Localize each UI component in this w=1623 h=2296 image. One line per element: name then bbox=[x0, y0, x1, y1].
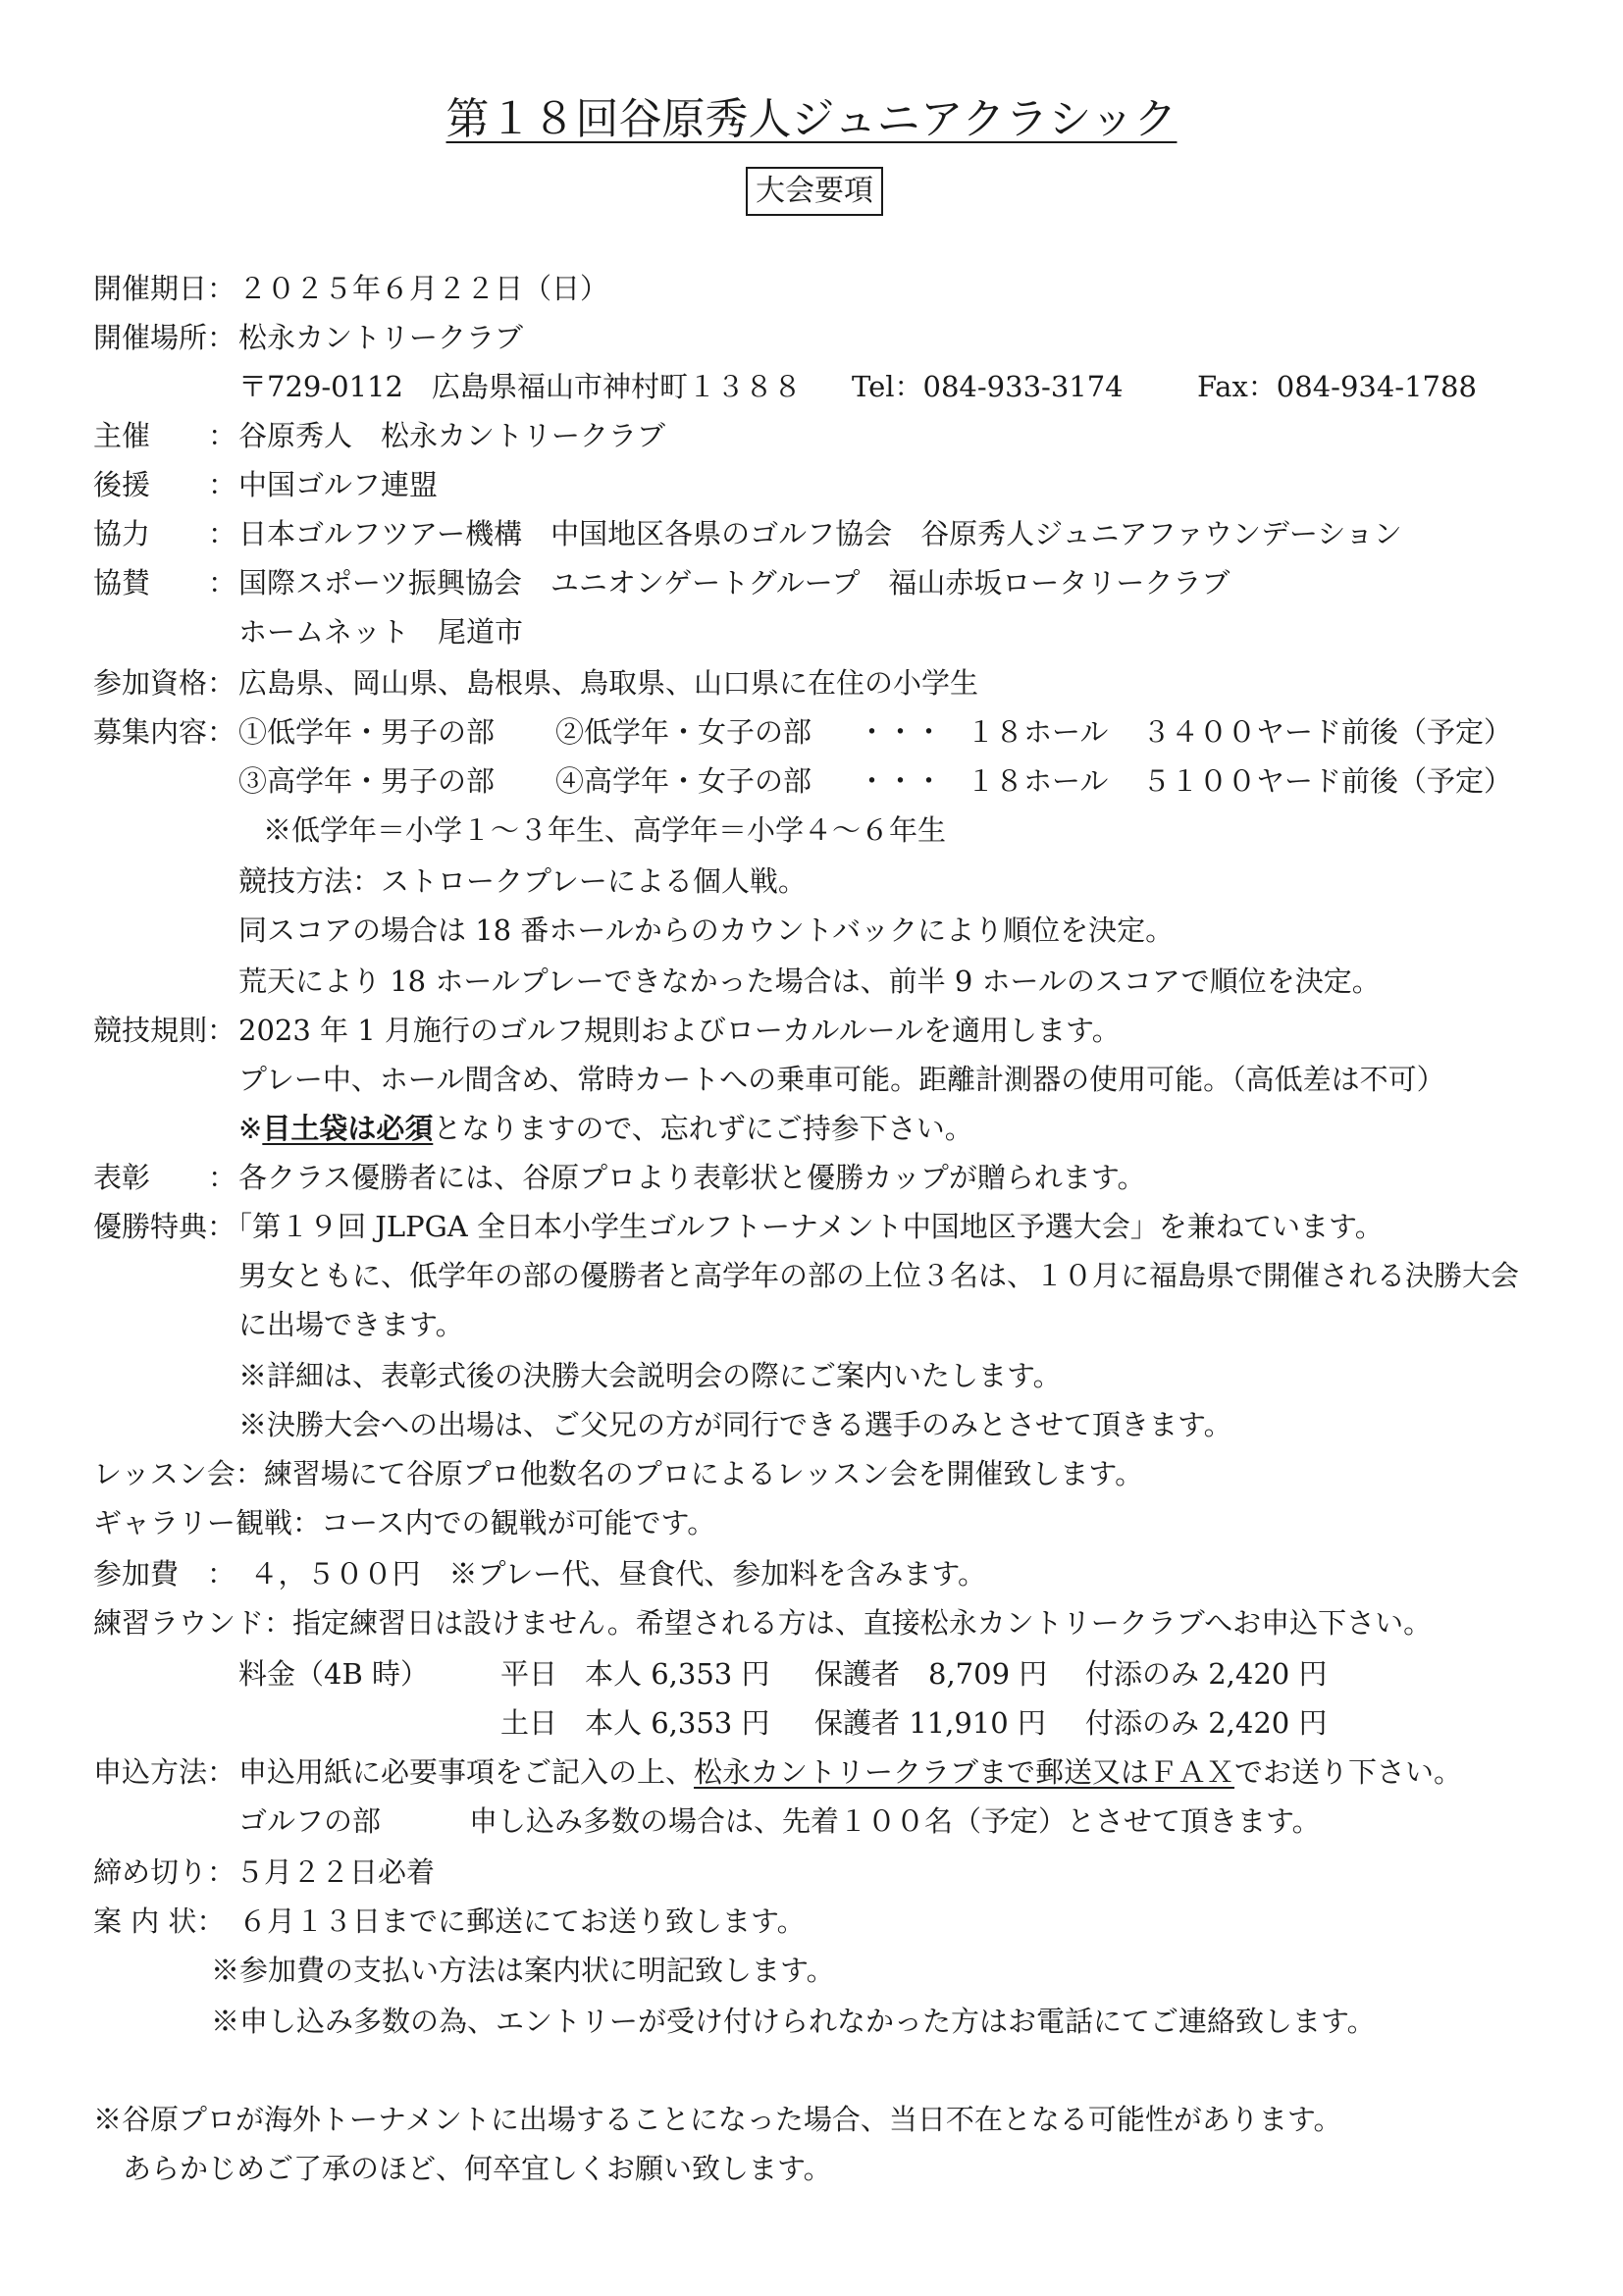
category-row1-dots: ・・・ bbox=[858, 715, 944, 749]
golf-section-value: 申し込み多数の場合は、先着１００名（予定）とさせて頂きます。 bbox=[469, 1804, 1321, 1838]
benefits-line1: 「第１９回 JLPGA 全日本小学生ゴルフトーナメント中国地区予選大会」を兼ねています。 bbox=[224, 1210, 1384, 1243]
category-2: ②低学年・女子の部 bbox=[555, 715, 812, 749]
benefits-line2: 男女ともに、低学年の部の優勝者と高学年の部の上位３名は、１０月に福島県で開催される決勝大会 bbox=[238, 1259, 1520, 1292]
category-row2-yards: ５１００ヤード前後（予定） bbox=[1142, 764, 1513, 798]
support-colon: ： bbox=[208, 468, 237, 501]
benefits-label: 優勝特典： bbox=[93, 1210, 236, 1243]
venue-address: 〒729-0112 広島県福山市神村町１３８８ bbox=[238, 370, 802, 403]
application-post: でお送り下さい。 bbox=[1234, 1755, 1463, 1789]
cooperation-colon: ： bbox=[208, 517, 237, 550]
weekday-self: 本人 6,353 円 bbox=[585, 1657, 770, 1691]
weekend-attendant: 付添のみ 2,420 円 bbox=[1085, 1706, 1328, 1740]
tie-rule: 同スコアの場合は 18 番ホールからのカウントバックにより順位を決定。 bbox=[238, 913, 1175, 947]
invitation-note1: ※参加費の支払い方法は案内状に明記致します。 bbox=[211, 1954, 835, 1987]
support-label: 後援 bbox=[93, 468, 151, 501]
date-value: ２０２５年６月２２日（日） bbox=[238, 272, 609, 305]
awards-value: 各クラス優勝者には、谷原プロより表彰状と優勝カップが贈られます。 bbox=[238, 1161, 1146, 1194]
rules-label: 競技規則： bbox=[93, 1014, 236, 1047]
weekend-label: 土日 bbox=[500, 1706, 558, 1740]
category-row2-holes: １８ホール bbox=[967, 764, 1109, 798]
benefits-line3: に出場できます。 bbox=[238, 1308, 464, 1341]
sponsors-label: 協賛 bbox=[93, 566, 151, 600]
weekend-guardian: 保護者 11,910 円 bbox=[814, 1706, 1046, 1740]
gallery-info: ギャラリー観戦：コース内での観戦が可能です。 bbox=[93, 1506, 716, 1539]
title-text: 第１８回谷原秀人ジュニアクラシック bbox=[445, 94, 1178, 144]
practice-fee-label: 料金（4B 時） bbox=[238, 1657, 429, 1691]
invitation-note2: ※申し込み多数の為、エントリーが受け付けられなかった方はお電話にてご連絡致します。 bbox=[211, 2005, 1376, 2038]
weekend-self: 本人 6,353 円 bbox=[585, 1706, 770, 1740]
weather-rule: 荒天により 18 ホールプレーできなかった場合は、前半 9 ホールのスコアで順位を決定。 bbox=[238, 965, 1381, 998]
footer-line2: あらかじめご了承のほど、何卒宜しくお願い致します。 bbox=[123, 2152, 832, 2185]
weekday-attendant: 付添のみ 2,420 円 bbox=[1085, 1657, 1328, 1691]
category-row1-holes: １８ホール bbox=[967, 715, 1109, 749]
rules-line3-emphasis: 目土袋は必須 bbox=[262, 1112, 434, 1145]
application-label: 申込方法： bbox=[93, 1755, 236, 1789]
application-line bbox=[238, 1752, 1462, 1792]
venue-label: 開催場所： bbox=[93, 321, 236, 354]
organizer-label: 主催 bbox=[93, 419, 151, 452]
practice-info: 練習ラウンド：指定練習日は設けません。希望される方は、直接松永カントリークラブへお申込下さい。 bbox=[93, 1606, 1433, 1640]
category-4: ④高学年・女子の部 bbox=[555, 764, 812, 798]
support-value: 中国ゴルフ連盟 bbox=[238, 468, 439, 501]
venue-tel: Tel：084‐933‐3174 bbox=[852, 370, 1124, 403]
application-emphasis: 松永カントリークラブまで郵送又はＦＡＸ bbox=[694, 1755, 1235, 1789]
grade-note: ※低学年＝小学１～３年生、高学年＝小学４～６年生 bbox=[263, 813, 947, 847]
venue-name: 松永カントリークラブ bbox=[238, 321, 524, 354]
category-row1-yards: ３４００ヤード前後（予定） bbox=[1142, 715, 1513, 749]
document-title bbox=[0, 90, 1623, 149]
awards-label: 表彰 bbox=[93, 1161, 151, 1194]
invitation-value: ６月１３日までに郵送にてお送り致します。 bbox=[238, 1905, 806, 1938]
document-subtitle: 大会要項 bbox=[746, 167, 883, 216]
organizer-value: 谷原秀人 松永カントリークラブ bbox=[238, 419, 666, 452]
cooperation-label: 協力 bbox=[93, 517, 151, 550]
benefits-note1: ※詳細は、表彰式後の決勝大会説明会の際にご案内いたします。 bbox=[238, 1359, 1062, 1392]
rules-line3 bbox=[238, 1109, 973, 1148]
rules-line1: 2023 年 1 月施行のゴルフ規則およびローカルルールを適用します。 bbox=[238, 1014, 1121, 1047]
weekday-label: 平日 bbox=[500, 1657, 558, 1691]
deadline-info: 締め切り：５月２２日必着 bbox=[93, 1855, 436, 1889]
rules-line3-pre: ※ bbox=[238, 1112, 263, 1145]
organizer-colon: ： bbox=[208, 419, 237, 452]
sponsors-line2: ホームネット 尾道市 bbox=[238, 615, 524, 649]
category-3: ③高学年・男子の部 bbox=[238, 764, 496, 798]
application-pre: 申込用紙に必要事項をご記入の上、 bbox=[238, 1755, 695, 1789]
awards-colon: ： bbox=[208, 1161, 237, 1194]
date-label: 開催期日： bbox=[93, 272, 236, 305]
golf-section-label: ゴルフの部 bbox=[238, 1804, 382, 1838]
rules-line2: プレー中、ホール間含め、常時カートへの乗車可能。距離計測器の使用可能。（高低差は不可） bbox=[238, 1063, 1445, 1096]
category-1: ①低学年・男子の部 bbox=[238, 715, 496, 749]
eligibility-label: 参加資格： bbox=[93, 666, 236, 700]
category-row2-dots: ・・・ bbox=[858, 764, 944, 798]
sponsors-colon: ： bbox=[208, 566, 237, 600]
competition-method: 競技方法：ストロークプレーによる個人戦。 bbox=[238, 864, 807, 898]
sponsors-line1: 国際スポーツ振興協会 ユニオンゲートグループ 福山赤坂ロータリークラブ bbox=[238, 566, 1230, 600]
fee-info: 参加費 ： ４，５００円 ※プレー代、昼食代、参加料を含みます。 bbox=[93, 1557, 987, 1591]
benefits-note2: ※決勝大会への出場は、ご父兄の方が同行できる選手のみとさせて頂きます。 bbox=[238, 1408, 1232, 1441]
venue-fax: Fax：084‐934‐1788 bbox=[1197, 370, 1477, 403]
lesson-info: レッスン会：練習場にて谷原プロ他数名のプロによるレッスン会を開催致します。 bbox=[93, 1457, 1144, 1490]
invitation-label: 案 内 状： bbox=[93, 1905, 226, 1938]
weekday-guardian: 保護者 8,709 円 bbox=[814, 1657, 1048, 1691]
eligibility-value: 広島県、岡山県、島根県、鳥取県、山口県に在住の小学生 bbox=[238, 666, 979, 700]
categories-label: 募集内容： bbox=[93, 715, 236, 749]
footer-line1: ※谷原プロが海外トーナメントに出場することになった場合、当日不在となる可能性があります。 bbox=[93, 2103, 1342, 2136]
cooperation-value: 日本ゴルフツアー機構 中国地区各県のゴルフ協会 谷原秀人ジュニアファウンデーション bbox=[238, 517, 1402, 550]
rules-line3-post: となりますので、忘れずにご持参下さい。 bbox=[433, 1112, 973, 1145]
